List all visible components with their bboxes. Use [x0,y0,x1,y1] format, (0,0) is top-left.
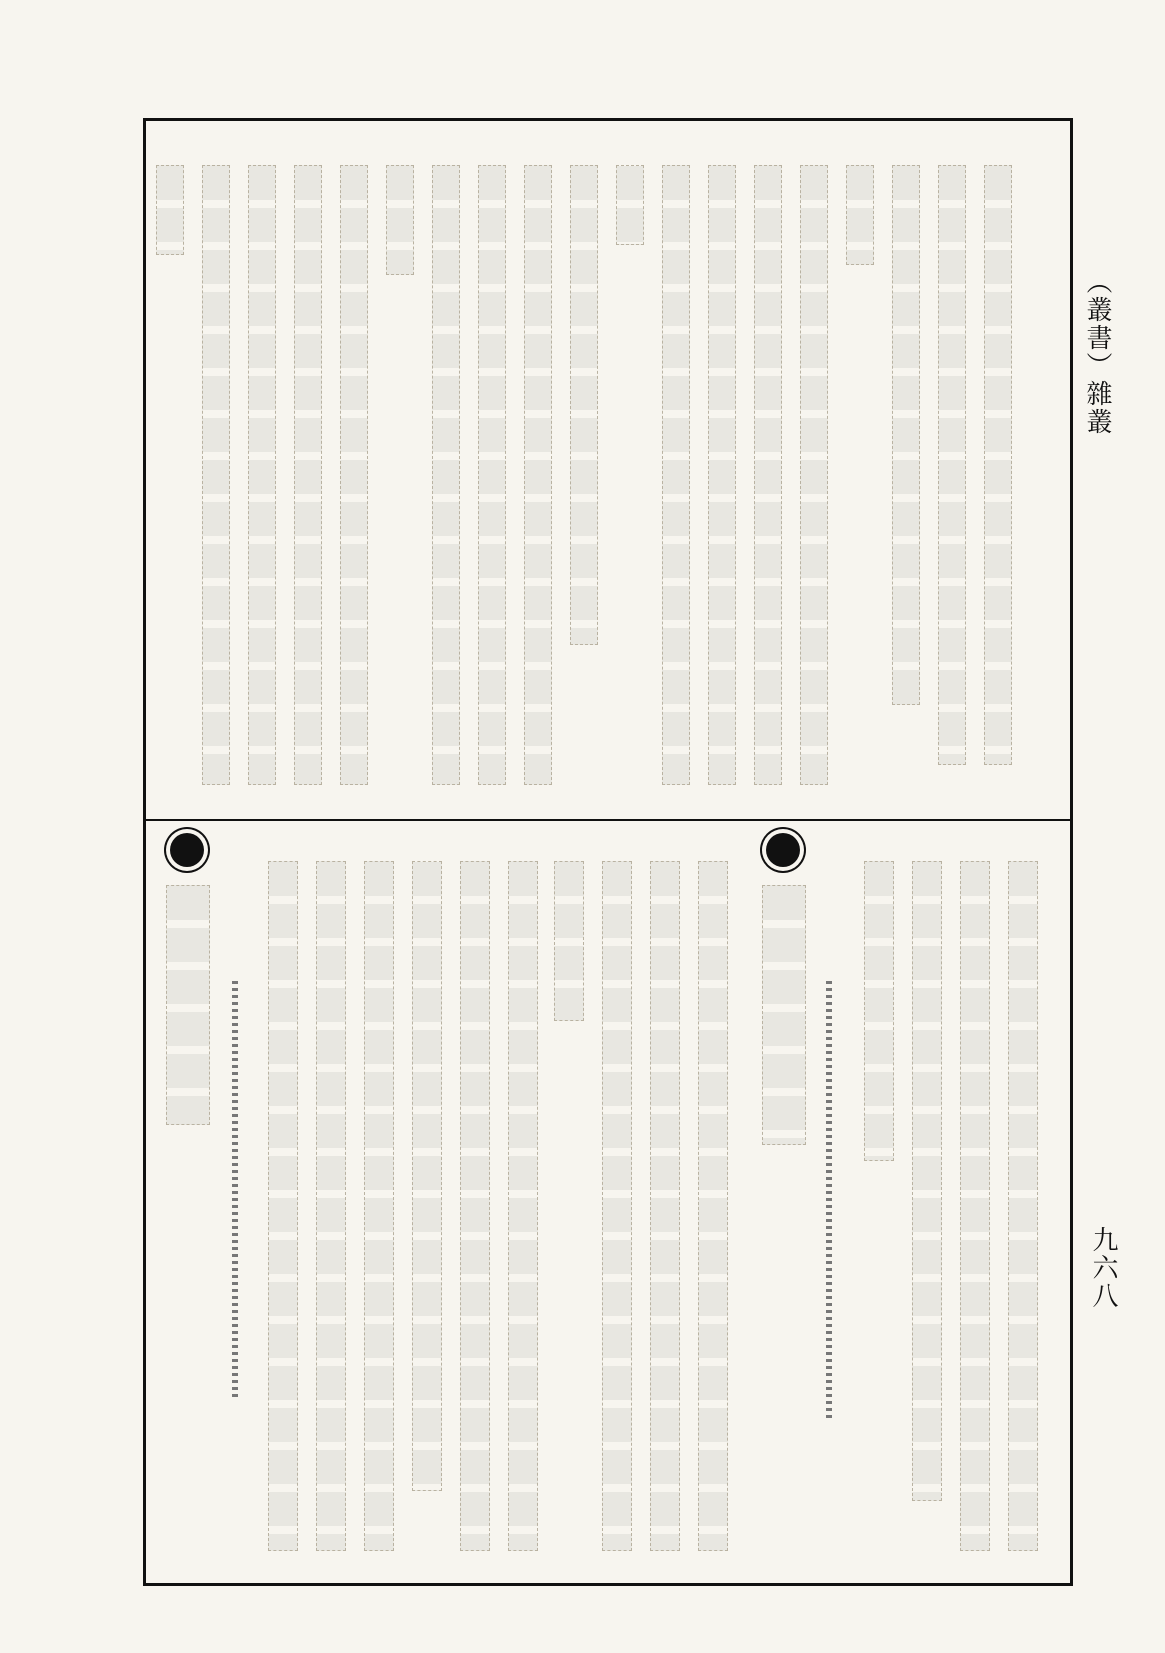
catalog-entry-column [984,165,1012,765]
collection-title [166,885,210,1125]
section-heading [386,165,414,275]
catalog-entry-column [960,861,990,1551]
section-heading [616,165,644,245]
catalog-entry-column [938,165,966,765]
description-column [602,861,632,1551]
catalog-entry-column [412,861,442,1491]
description-column [698,861,728,1551]
catalog-entry-column [432,165,460,785]
catalog-entry-column [268,861,298,1551]
running-header: （叢書）雜叢 [1082,268,1112,436]
catalog-entry-column [1008,861,1038,1551]
catalog-entry-column [316,861,346,1551]
catalog-entry-column [202,165,230,785]
section-heading [846,165,874,265]
wavy-rule [826,981,832,1421]
catalog-entry-column [248,165,276,785]
catalog-entry-column [340,165,368,785]
catalog-entry-column [892,165,920,705]
section-divider [146,819,1070,821]
catalog-entry-column [864,861,894,1161]
section-heading [156,165,184,255]
catalog-entry-column [754,165,782,785]
catalog-entry-column [662,165,690,785]
page-frame [143,118,1073,1586]
catalog-entry-column [508,861,538,1551]
collection-title [762,885,806,1145]
catalog-entry-column [460,861,490,1551]
catalog-entry-column [800,165,828,785]
catalog-entry-column [478,165,506,785]
description-column [650,861,680,1551]
catalog-entry-column [708,165,736,785]
catalog-entry-column [524,165,552,785]
section-bullet-icon [170,833,204,867]
section-bullet-icon [766,833,800,867]
description-column [554,861,584,1021]
catalog-entry-column [570,165,598,645]
catalog-entry-column [294,165,322,785]
catalog-entry-column [364,861,394,1551]
page-number: 九六八 [1088,1226,1118,1310]
wavy-rule [232,981,238,1401]
catalog-entry-column [912,861,942,1501]
